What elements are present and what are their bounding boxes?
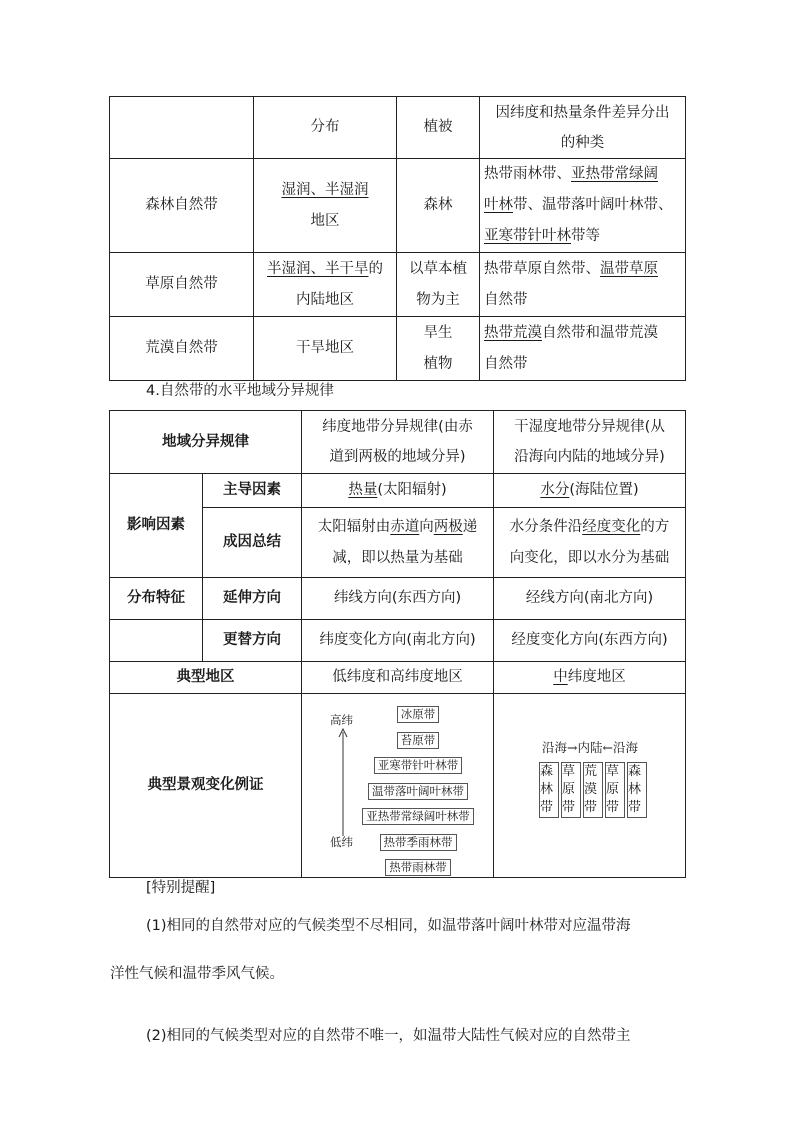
- t2-distribution-feature: 分布特征: [110, 578, 203, 620]
- t2-head-moisture: 干湿度地带分异规律(从 沿海向内陆的地域分异): [494, 411, 686, 474]
- forest-belt-vegetation: 森林: [397, 159, 480, 253]
- vbelt-grass-left: 草 原 带: [561, 762, 581, 818]
- paragraph-1: (1)相同的自然带对应的气候类型不尽相同，如温带落叶阔叶林带对应温带海 洋性气候和温带季风气候。: [110, 918, 631, 982]
- zonal-differentiation-table: [109, 410, 686, 878]
- t1-head-distribution: 分布: [254, 97, 397, 159]
- t2-cause-moist: 水分条件沿经度变化的方 向变化，即以水分为基础: [494, 508, 686, 578]
- belt-taiga: 亚寒带针叶林带: [374, 757, 463, 774]
- high-latitude-label: 高纬: [330, 713, 353, 727]
- desert-belt-distribution: 干旱地区: [254, 317, 397, 381]
- special-reminder: [特别提醒]: [146, 880, 216, 896]
- low-latitude-label: 低纬: [330, 835, 353, 849]
- t2-cause: 成因总结: [203, 508, 302, 578]
- vbelt-forest-right: 森 林 带: [627, 762, 647, 818]
- t2-alternate-lat: 纬度变化方向(南北方向): [302, 620, 494, 662]
- paragraph-2: (2)相同的气候类型对应的自然带不唯一，如温带大陆性气候对应的自然带主: [146, 1028, 631, 1044]
- t2-region-moist: 中纬度地区: [494, 662, 686, 694]
- t2-alternate-direction: 更替方向: [203, 620, 302, 662]
- grassland-belt-name: 草原自然带: [110, 253, 254, 317]
- t2-main-factor: 主导因素: [203, 474, 302, 508]
- t1-corner: [110, 97, 254, 159]
- t2-region-lat: 低纬度和高纬度地区: [302, 662, 494, 694]
- belt-tundra: 苔原带: [397, 732, 440, 749]
- desert-belt-vegetation: 旱生 植物: [397, 317, 480, 381]
- vbelt-grass-right: 草 原 带: [605, 762, 625, 818]
- t2-head-rule: 地域分异规律: [110, 411, 302, 474]
- t1-head-kinds: 因纬度和热量条件差异分出 的种类: [480, 97, 686, 159]
- desert-belt-name: 荒漠自然带: [110, 317, 254, 381]
- grassland-belt-distribution: 半湿润、半干旱的 内陆地区: [254, 253, 397, 317]
- forest-belt-distribution: 湿润、半湿润 地区: [254, 159, 397, 253]
- belt-tropical-monsoon: 热带季雨林带: [380, 834, 457, 851]
- coast-inland-label: 沿海→内陆←沿海: [542, 740, 638, 755]
- vbelt-desert: 荒 漠 带: [583, 762, 603, 818]
- moisture-diagram: [494, 694, 686, 878]
- grassland-belt-kinds: 热带草原自然带、温带草原 自然带: [480, 253, 686, 317]
- t2-head-latitudinal: 纬度地带分异规律(由赤 道到两极的地域分异): [302, 411, 494, 474]
- t2-empty-cell: [110, 620, 203, 662]
- belt-ice: 冰原带: [397, 706, 440, 723]
- t2-cause-lat: 太阳辐射由赤道向两极递 减，即以热量为基础: [302, 508, 494, 578]
- section-4-heading: 4.自然带的水平地域分异规律: [146, 383, 334, 399]
- forest-belt-name: 森林自然带: [110, 159, 254, 253]
- vbelt-forest-left: 森 林 带: [539, 762, 559, 818]
- latitudinal-diagram: [302, 694, 494, 878]
- natural-belt-table: [109, 96, 686, 381]
- t2-extend-moist: 经线方向(南北方向): [494, 578, 686, 620]
- belt-temperate-deciduous: 温带落叶阔叶林带: [368, 783, 468, 800]
- t2-extend-lat: 纬线方向(东西方向): [302, 578, 494, 620]
- t1-head-vegetation: 植被: [397, 97, 480, 159]
- desert-belt-kinds: 热带荒漠自然带和温带荒漠 自然带: [480, 317, 686, 381]
- t2-influence-factor: 影响因素: [110, 474, 203, 578]
- t2-main-factor-moist: 水分(海陆位置): [494, 474, 686, 508]
- belt-tropical-rainforest: 热带雨林带: [385, 859, 451, 876]
- grassland-belt-vegetation: 以草本植 物为主: [397, 253, 480, 317]
- t2-extend-direction: 延伸方向: [203, 578, 302, 620]
- forest-belt-kinds: 热带雨林带、亚热带常绿阔 叶林带、温带落叶阔叶林带、 亚寒带针叶林带等: [480, 159, 686, 253]
- t2-alternate-moist: 经度变化方向(东西方向): [494, 620, 686, 662]
- t2-landscape-example: 典型景观变化例证: [110, 694, 302, 878]
- t2-main-factor-lat: 热量(太阳辐射): [302, 474, 494, 508]
- t2-typical-region: 典型地区: [110, 662, 302, 694]
- belt-subtropical-evergreen: 亚热带常绿阔叶林带: [362, 808, 474, 825]
